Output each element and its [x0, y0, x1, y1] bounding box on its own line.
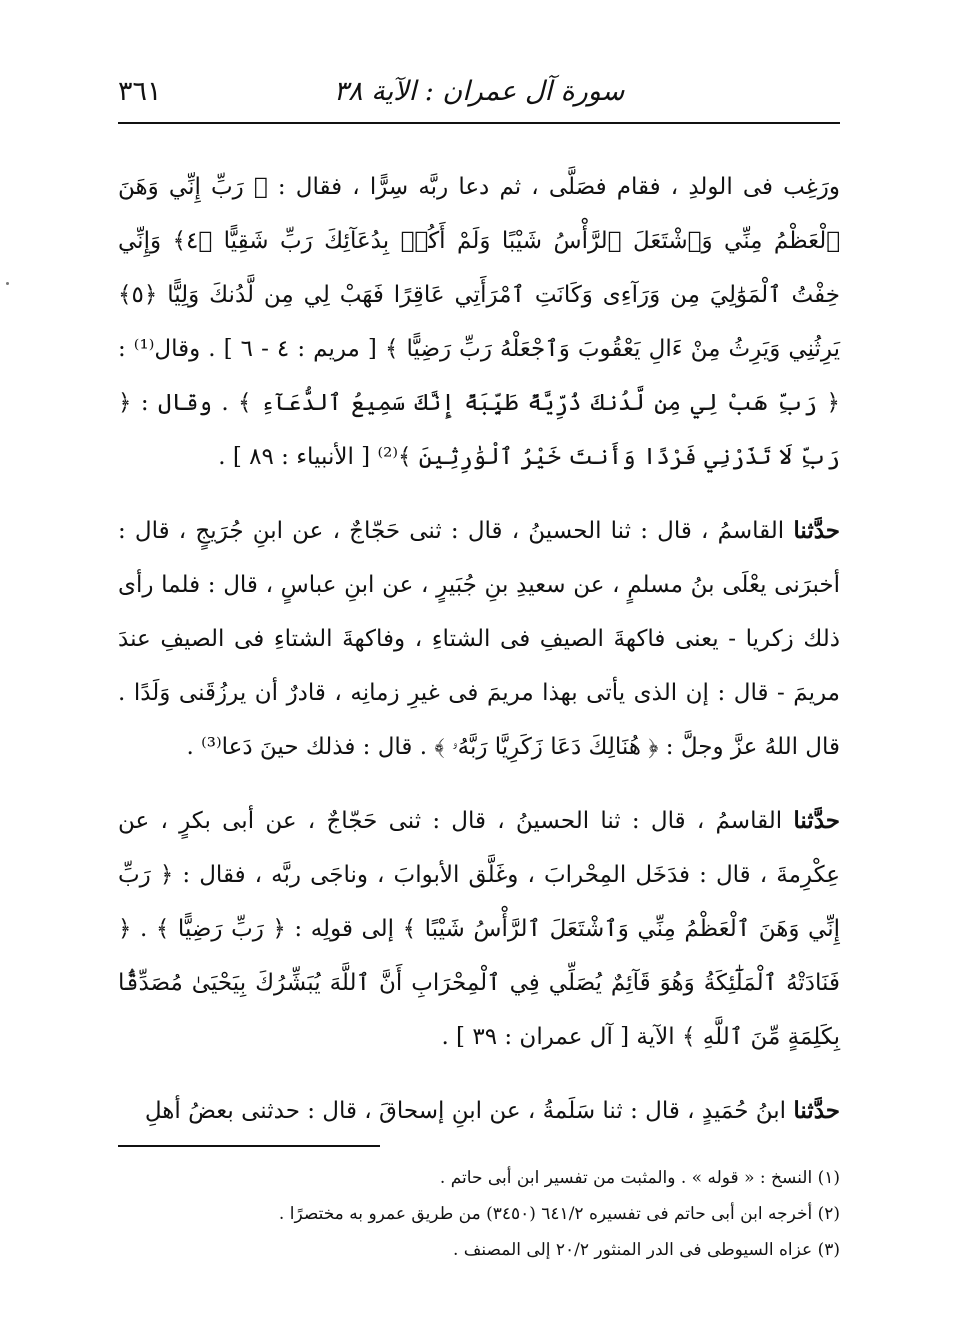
paragraph-hadith-ibn-jurayj	[118, 504, 840, 774]
paragraph-lead: حدَّثنا	[793, 517, 841, 544]
paragraph-text: ابنُ حُمَيدٍ ، قال : ثنا سَلَمةُ ، عن ابنِ إسحاقَ ، قال : حدثنى بعضُ أهلِ	[144, 1098, 787, 1124]
paragraph-quran-quotes	[118, 160, 840, 484]
running-header	[118, 70, 840, 116]
paragraph-lead: حدَّثنا	[793, 1097, 840, 1124]
paragraph-text: ورَغِب فى الولدِ ، فقام فصَلَّى ، ثم دعا ربَّه سِرًّا ، فقال : ﴿ رَبِّ إِنِّي وَهَنَ ٱلْعَظْمُ مِنِّي وَٱشْتَعَلَ ٱلرَّأْسُ شَيْبًا وَلَمْ أَكُنۢ بِدُعَآئِكَ رَبِّ شَقِيًّا ﴿٤﴾ وَإِنِّي خِفْتُ ٱلْمَوَٰلِيَ مِن وَرَآءِى وَكَانَتِ ٱمْرَأَتِي عَاقِرًا فَهَبْ لِي مِن لَّدُنكَ وَلِيًّا ﴿٥﴾ يَرِثُنِي وَيَرِثُ مِنْ ءَالِ يَعْقُوبَ وَٱجْعَلْهُ رَبِّ رَضِيًّا ﴾ [ مريم : ٤ - ٦ ] . وقال⁽¹⁾ : ﴿ رَبِّ هَبْ لِي مِن لَّدُنكَ ذُرِّيَّةً طَيِّبَةً إِنَّكَ سَمِيعُ ٱلدُّعَآءِ ﴾ . وقال : ﴿ رَبِّ لَا تَذَرْنِي فَرْدًا وَأَنتَ خَيْرُ ٱلْوَٰرِثِينَ ﴾⁽²⁾ [ الأنبياء : ٨٩ ] .	[118, 174, 841, 470]
margin-mark	[6, 282, 9, 285]
header-rule	[118, 122, 840, 124]
footnote-3: (٣) عزاه السيوطى فى الدر المنثور ٢٠/٢ إلى المصنف .	[453, 1240, 840, 1260]
paragraph-hadith-ibn-ishaq	[118, 1084, 840, 1138]
page-number: ٣٦١	[118, 76, 162, 107]
paragraph-text: القاسمُ ، قال : ثنا الحسينُ ، قال : ثنى حَجّاجٌ ، عن أبى بكرٍ ، عن عِكْرِمةَ ، قال : فدَخَل المِحْرابَ ، وغَلَّق الأبوابَ ، وناجَى ربَّه ، فقال : ﴿ رَبِّ إِنِّي وَهَنَ ٱلْعَظْمُ مِنِّي وَٱشْتَعَلَ ٱلرَّأْسُ شَيْبًا ﴾ إلى قولِه : ﴿ رَبِّ رَضِيًّا ﴾ . ﴿ فَنَادَتْهُ ٱلْمَلَٰٓئِكَةُ وَهُوَ قَآئِمٌ يُصَلِّي فِي ٱلْمِحْرَابِ أَنَّ ٱللَّهَ يُبَشِّرُكَ بِيَحْيَىٰ مُصَدِّقًۢا بِكَلِمَةٍ مِّنَ ٱللَّهِ ﴾ الآية [ آل عمران : ٣٩ ] .	[118, 808, 840, 1050]
paragraph-hadith-ikrimah	[118, 794, 840, 1064]
footnotes	[118, 1160, 840, 1268]
footnote-rule	[118, 1145, 380, 1147]
book-page	[118, 70, 840, 1310]
paragraph-text: القاسمُ ، قال : ثنا الحسينُ ، قال : ثنى حَجّاجٌ ، عن ابنِ جُرَيجٍ ، قال : أخبرَنى يعْلَى بنُ مسلمٍ ، عن سعيدِ بنِ جُبَيرٍ ، عن ابنِ عباسٍ ، قال : فلما رأى ذلك زكريا - يعنى فاكهةَ الصيفِ فى الشتاءِ ، وفاكهةَ الشتاءِ فى الصيفِ عندَ مريمَ - قال : إن الذى يأتى بهذا مريمَ فى غيرِ زمانِه ، قادرٌ أن يرزُقَنى وَلَدًا . قال اللهُ عزَّ وجلَّ : ﴿ هُنَالِكَ دَعَا زَكَرِيَّا رَبَّهُۥ ﴾ . قال : فذلك حينَ دَعا⁽³⁾ .	[118, 518, 840, 760]
footnote-2: (٢) أخرجه ابن أبى حاتم فى تفسيره ٦٤١/٢ (٣٤٥٠) من طريق عمرو به مختصرًا .	[278, 1204, 840, 1224]
footnote-1: (١) النسخ : « قوله » . والمثبت من تفسير ابن أبى حاتم .	[439, 1168, 840, 1188]
surah-verse-title: سورة آل عمران : الآية ٣٨	[333, 76, 625, 107]
main-text	[118, 160, 840, 1158]
paragraph-lead: حدَّثنا	[793, 807, 840, 834]
